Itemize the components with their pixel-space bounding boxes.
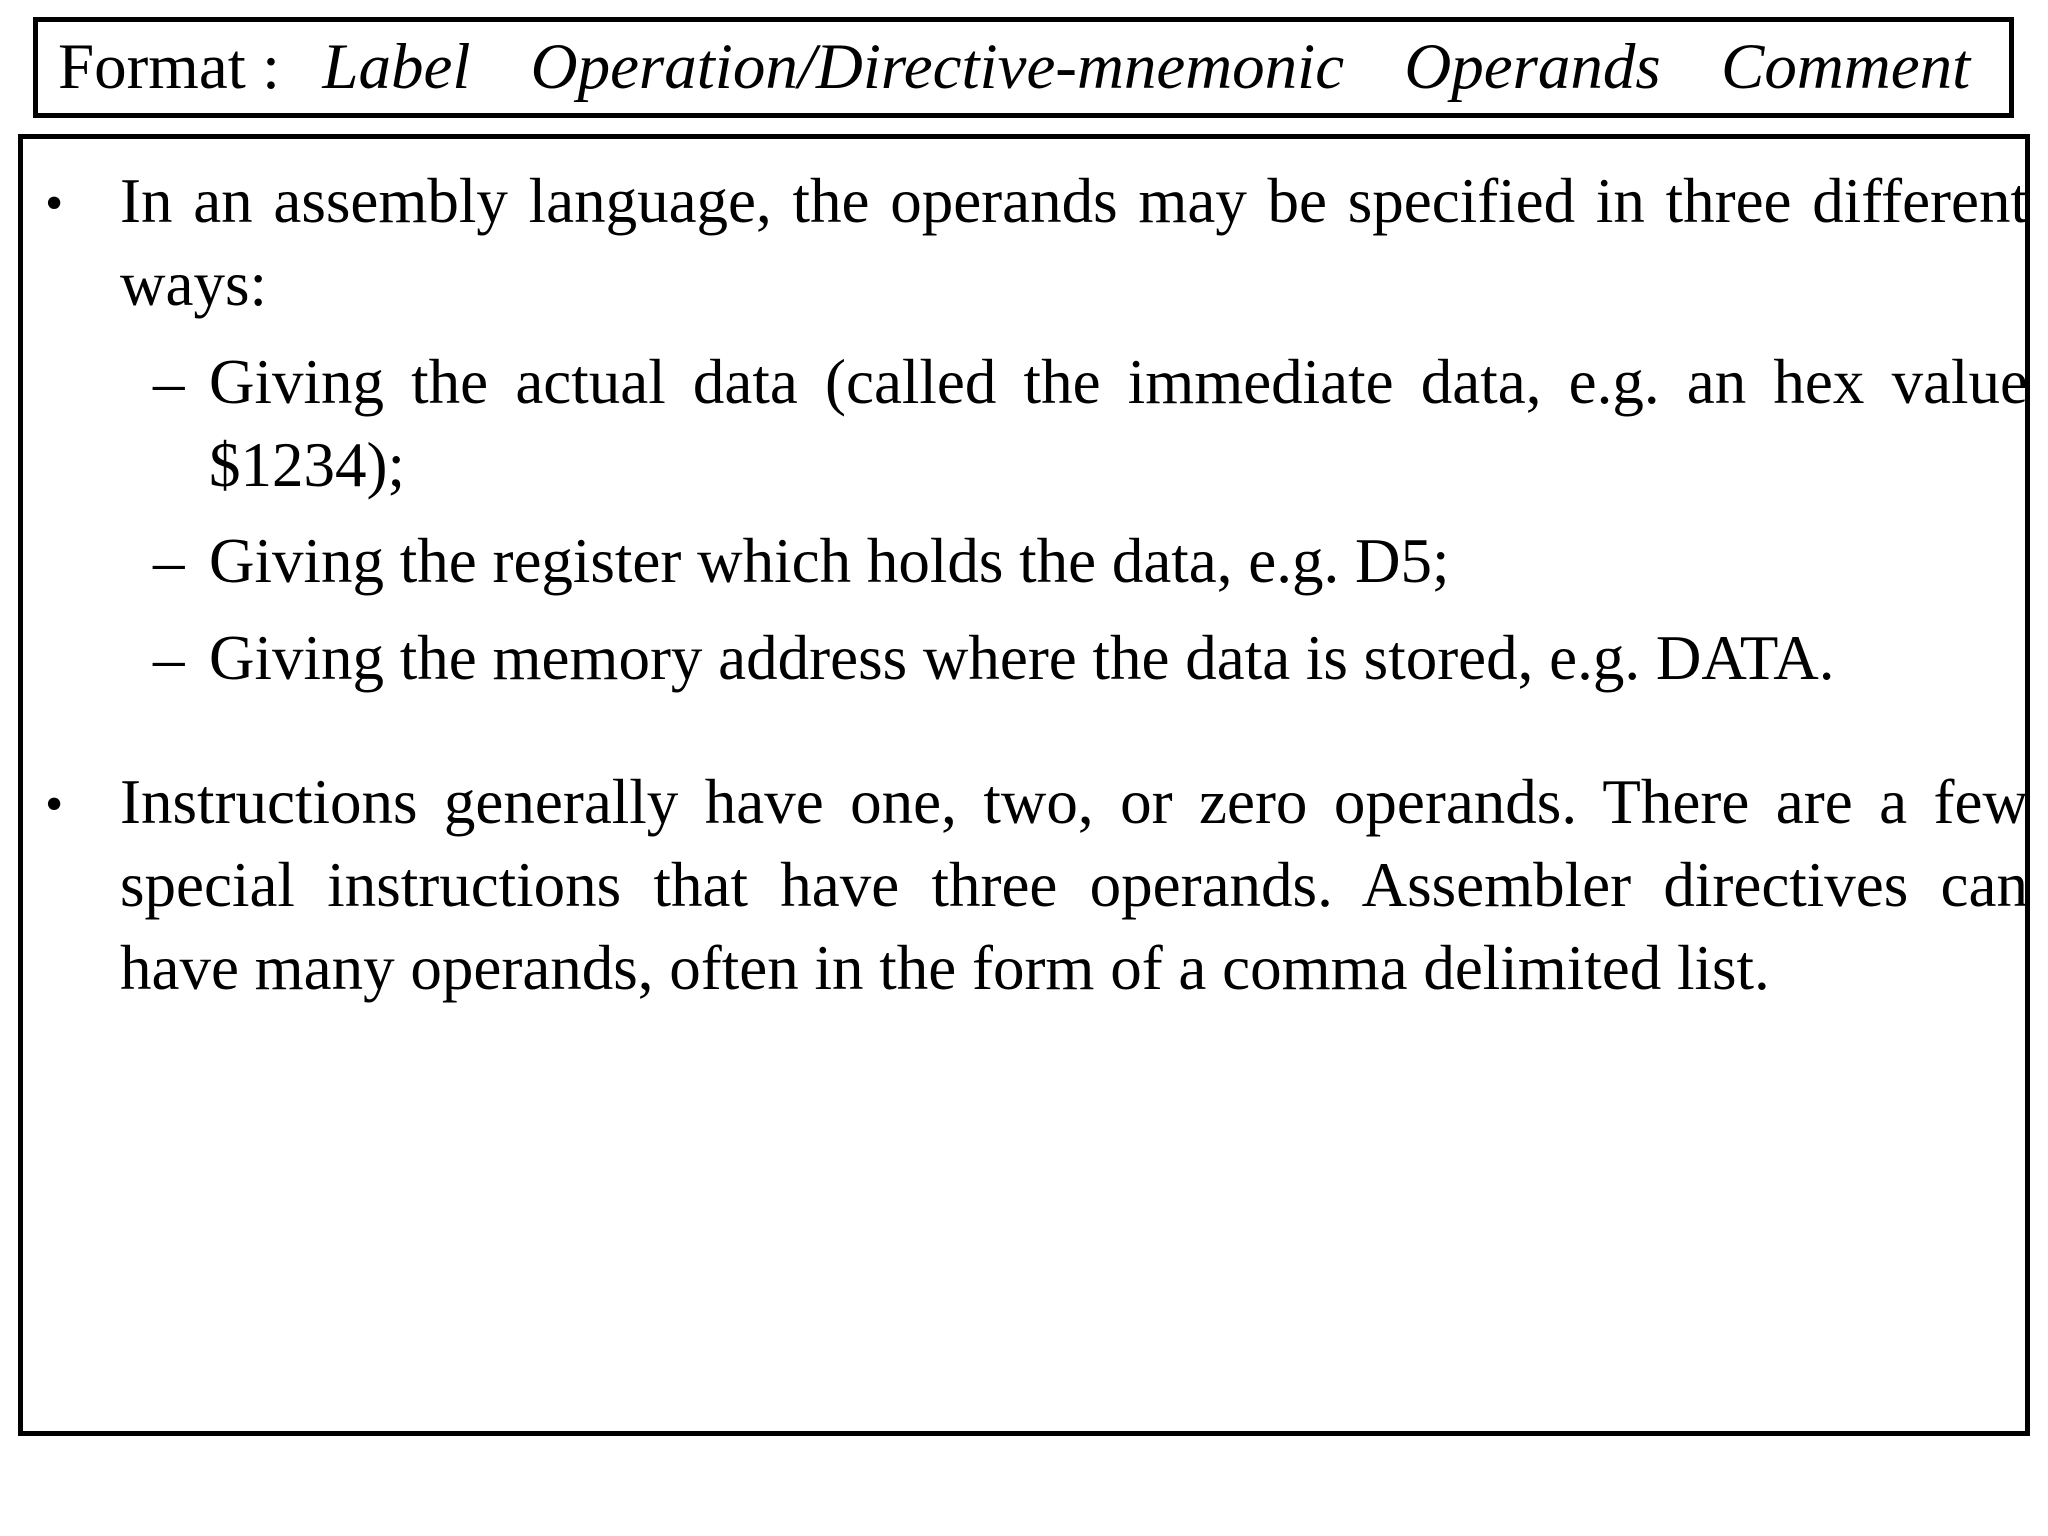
- format-line: [58, 31, 1971, 103]
- bullet-operands-ways: In an assembly language, the operands may be specified in three different ways:: [120, 166, 2028, 319]
- subitem-register: Giving the register which holds the data, e.g. D5;: [209, 526, 1450, 596]
- bullet-instructions-operands: Instructions generally have one, two, or zero operands. There are a few special instructions that have three operands. Assembler directives can have many operands, often in the form of a comma delimited list.: [120, 767, 2028, 1003]
- format-field-operands: Operands: [1404, 31, 1661, 103]
- format-field-comment: Comment: [1720, 31, 1971, 103]
- format-field-label: Label: [322, 31, 471, 103]
- dash-icon: –: [153, 347, 185, 417]
- format-label: Format :: [58, 31, 281, 103]
- subitem-memory-address: Giving the memory address where the data is stored, e.g. DATA.: [209, 623, 1835, 693]
- format-header-box: [33, 17, 2014, 118]
- format-field-operation: Operation/Directive-mnemonic: [530, 31, 1345, 103]
- bullet-icon: •: [45, 776, 64, 833]
- bullet-icon: •: [45, 175, 64, 232]
- content-box: [18, 134, 2030, 1436]
- dash-icon: –: [153, 623, 185, 693]
- dash-icon: –: [153, 526, 185, 596]
- subitem-immediate-data: Giving the actual data (called the immediate data, e.g. an hex value $1234);: [209, 347, 2028, 500]
